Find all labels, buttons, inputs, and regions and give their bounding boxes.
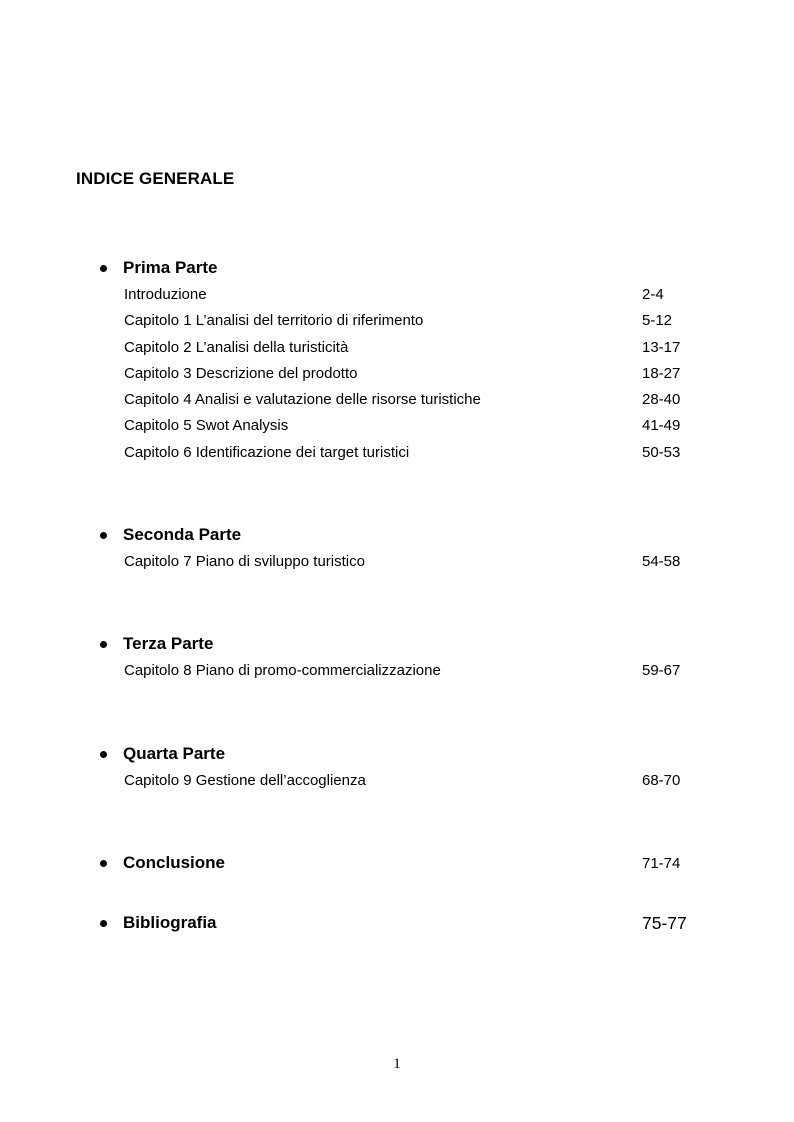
section-quarta-parte <box>0 743 794 797</box>
entry-label: Capitolo 5 Swot Analysis <box>124 417 289 435</box>
toc-entry <box>0 285 794 311</box>
entry-label: Introduzione <box>124 286 207 303</box>
section-heading <box>0 743 794 767</box>
section-label: Prima Parte <box>123 258 218 277</box>
toc-entry <box>0 390 794 416</box>
entry-list <box>0 285 794 469</box>
entry-label: Capitolo 7 Piano di sviluppo turistico <box>124 553 365 570</box>
entry-label: Capitolo 9 Gestione dell’accoglienza <box>124 772 366 789</box>
entry-label: Capitolo 6 Identificazione dei target turistici <box>124 443 410 461</box>
section-bibliografia <box>0 912 794 936</box>
entry-pages: 2-4 <box>642 286 664 303</box>
section-heading <box>0 633 794 657</box>
bullet-icon <box>100 920 107 927</box>
section-label: Quarta Parte <box>123 744 226 763</box>
section-pages: 71-74 <box>642 855 681 872</box>
toc-entry <box>0 443 794 469</box>
entry-list <box>0 771 794 797</box>
bullet-icon <box>100 641 107 648</box>
section-label: Terza Parte <box>123 634 214 653</box>
section-heading <box>0 257 794 281</box>
section-heading <box>0 524 794 548</box>
entry-label: Capitolo 3 Descrizione del prodotto <box>124 364 358 382</box>
entry-label: Capitolo 4 Analisi e valutazione delle risorse turistiche <box>124 391 481 409</box>
page-title: INDICE GENERALE <box>76 169 235 188</box>
section-heading <box>0 912 794 936</box>
section-prima-parte <box>0 257 794 469</box>
toc-entry <box>0 364 794 390</box>
entry-pages: 18-27 <box>642 364 681 382</box>
section-label: Conclusione <box>123 853 226 872</box>
toc-entry <box>0 661 794 687</box>
toc-entry <box>0 338 794 364</box>
section-seconda-parte <box>0 524 794 578</box>
bullet-icon <box>100 860 107 867</box>
toc-entry <box>0 416 794 442</box>
entry-label: Capitolo 2 L’analisi della turisticità <box>124 338 349 356</box>
bullet-icon <box>100 265 107 272</box>
entry-pages: 13-17 <box>642 338 681 356</box>
entry-pages: 41-49 <box>642 417 681 435</box>
section-label: Bibliografia <box>123 913 217 932</box>
entry-list <box>0 552 794 578</box>
toc-entry <box>0 771 794 797</box>
section-conclusione <box>0 852 794 876</box>
bullet-icon <box>100 532 107 539</box>
entry-pages: 54-58 <box>642 553 681 570</box>
section-pages: 75-77 <box>642 913 687 933</box>
entry-pages: 5-12 <box>642 312 673 330</box>
toc-entry <box>0 311 794 337</box>
toc-entry <box>0 552 794 578</box>
bullet-icon <box>100 751 107 758</box>
entry-label: Capitolo 8 Piano di promo-commercializzazione <box>124 662 441 679</box>
entry-label: Capitolo 1 L’analisi del territorio di riferimento <box>124 312 424 330</box>
entry-list <box>0 661 794 687</box>
section-terza-parte <box>0 633 794 687</box>
page-number: 1 <box>393 1056 401 1072</box>
entry-pages: 50-53 <box>642 443 681 461</box>
entry-pages: 59-67 <box>642 662 681 679</box>
entry-pages: 28-40 <box>642 391 681 409</box>
entry-pages: 68-70 <box>642 772 681 789</box>
section-heading <box>0 852 794 876</box>
section-label: Seconda Parte <box>123 525 242 544</box>
